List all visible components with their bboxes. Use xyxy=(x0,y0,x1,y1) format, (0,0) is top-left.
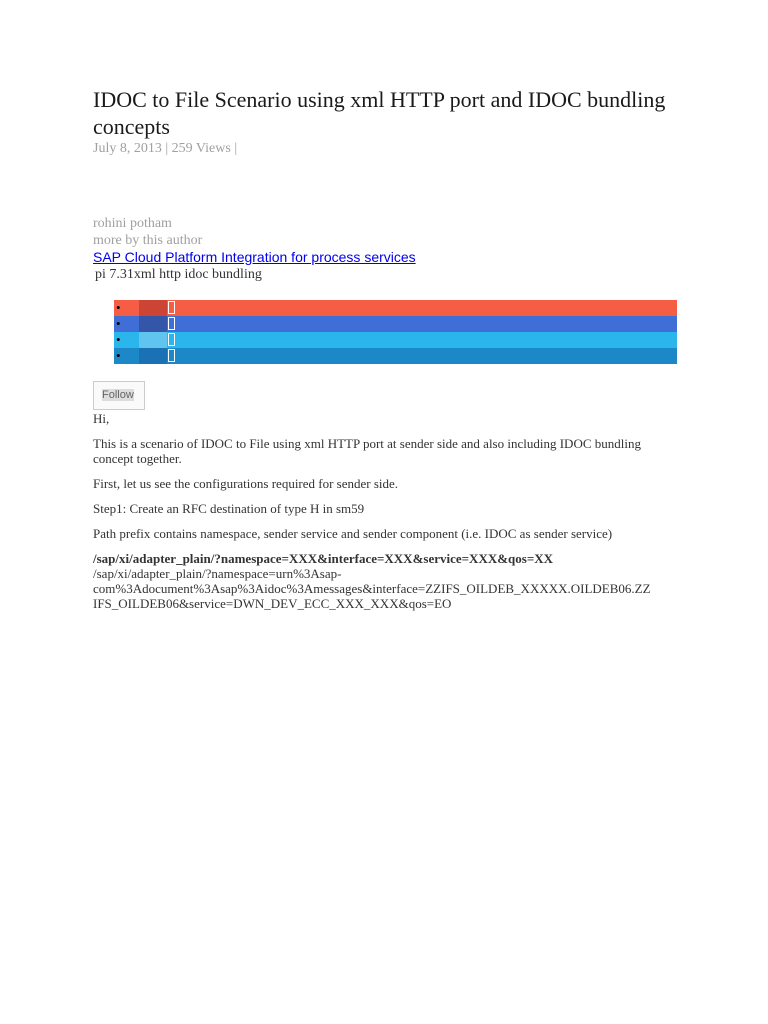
paragraph-path-prefix: Path prefix contains namespace, sender service and sender component (i.e. IDOC as sender service) xyxy=(93,526,613,541)
article-title: IDOC to File Scenario using xml HTTP port and IDOC bundling concepts xyxy=(93,87,666,139)
author-more-link[interactable]: more by this author xyxy=(93,233,203,248)
share-icon[interactable] xyxy=(139,300,167,316)
paragraph-sender-config: First, let us see the configurations required for sender side. xyxy=(93,476,399,491)
share-count-box xyxy=(168,349,175,362)
share-bar-4[interactable] xyxy=(114,348,677,364)
paragraph-step1: Step1: Create an RFC destination of type H in sm59 xyxy=(93,501,365,516)
path-example-line-2: com%3Adocument%3Asap%3Aidoc%3Amessages&interface=ZZIFS_OILDEB_XXXXX.OILDEB06.ZZ xyxy=(93,581,651,596)
share-bar-2[interactable] xyxy=(114,316,677,332)
author-name[interactable]: rohini potham xyxy=(93,216,172,231)
bullet-icon: • xyxy=(116,316,121,331)
bullet-icon: • xyxy=(116,332,121,347)
share-icon[interactable] xyxy=(139,316,167,332)
share-icon[interactable] xyxy=(139,332,167,348)
tags-line: pi 7.31xml http idoc bundling xyxy=(95,267,262,282)
path-example-line-1: /sap/xi/adapter_plain/?namespace=urn%3Asap- xyxy=(93,566,342,581)
bullet-icon: • xyxy=(116,348,121,363)
share-count-box xyxy=(168,317,175,330)
paragraph-intro: This is a scenario of IDOC to File using xml HTTP port at sender side and also including IDOC bundling concept together. xyxy=(93,436,641,466)
share-icon[interactable] xyxy=(139,348,167,364)
share-count-box xyxy=(168,333,175,346)
tag-link[interactable]: SAP Cloud Platform Integration for process services xyxy=(93,249,416,265)
bullet-icon: • xyxy=(116,300,121,315)
follow-button-label: Follow xyxy=(102,389,134,401)
path-template: /sap/xi/adapter_plain/?namespace=XXX&interface=XXX&service=XXX&qos=XX xyxy=(93,551,554,566)
article-body xyxy=(93,411,683,611)
follow-button[interactable] xyxy=(93,381,145,410)
author-block xyxy=(93,215,683,249)
share-count-box xyxy=(168,301,175,314)
share-bar-3[interactable] xyxy=(114,332,677,348)
article-page xyxy=(93,86,683,611)
greeting-text: Hi, xyxy=(93,411,110,426)
share-bar-1[interactable] xyxy=(114,300,677,316)
path-example-line-3: IFS_OILDEB06&service=DWN_DEV_ECC_XXX_XXX&qos=EO xyxy=(93,596,452,611)
share-bar-list xyxy=(114,300,677,364)
article-meta: July 8, 2013 | 259 Views | xyxy=(93,141,238,156)
